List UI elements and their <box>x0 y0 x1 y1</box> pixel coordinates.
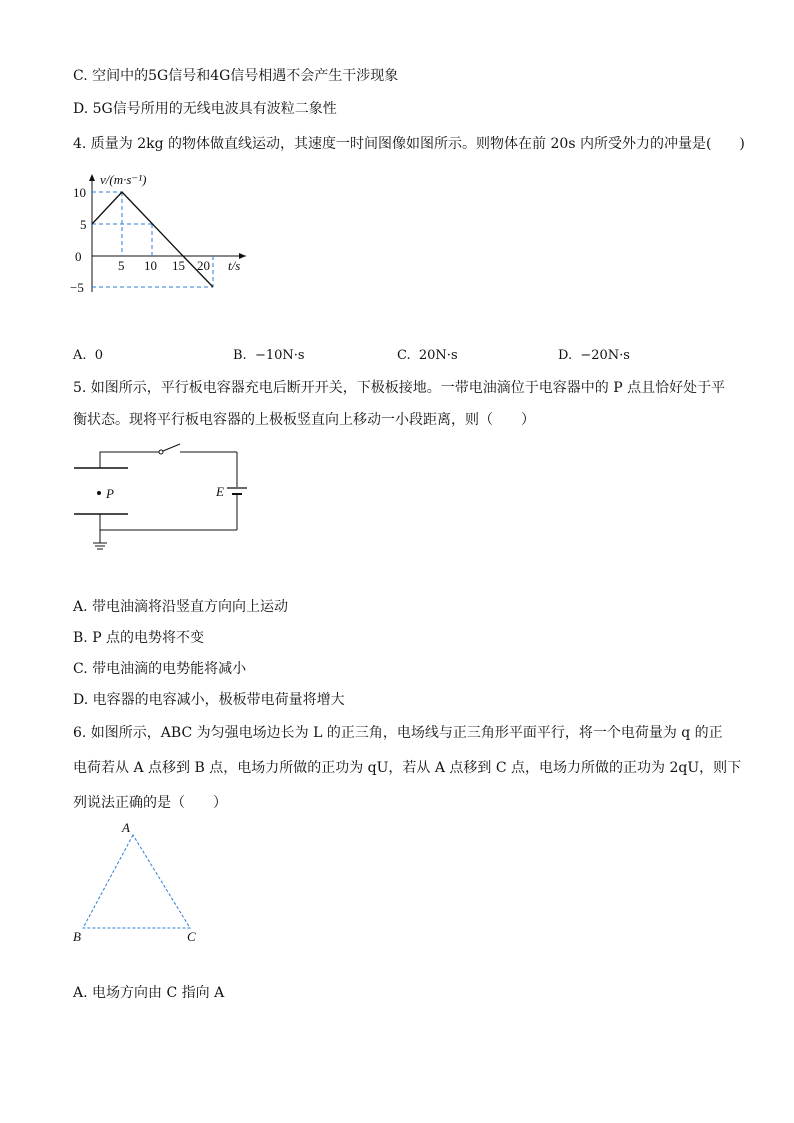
q3-option-c: C. 空间中的5G信号和4G信号相遇不会产生干涉现象 <box>73 68 399 84</box>
q4-option-b: B. −10N·s <box>233 348 305 363</box>
y-axis-label: v/(m·s⁻¹) <box>100 172 147 187</box>
q6-triangle <box>70 820 210 945</box>
q6-stem-line1: 6. 如图所示，ABC 为匀强电场边长为 L 的正三角，电场线与正三角形平面平行，将一个电荷量为 q 的正 <box>73 725 723 741</box>
q6-stem-line3: 列说法正确的是（ ） <box>73 795 227 811</box>
y-tick-5: 5 <box>80 217 87 232</box>
q6-option-a: A. 电场方向由 C 指向 A <box>73 985 225 1001</box>
vertex-c-label: C <box>187 929 196 944</box>
y-axis-arrow <box>89 174 95 181</box>
q4-option-d: D. −20N·s <box>558 348 630 363</box>
origin-label: 0 <box>75 249 82 264</box>
x-tick-15: 15 <box>172 258 185 273</box>
equilateral-triangle <box>83 835 190 928</box>
x-axis-label: t/s <box>228 258 241 273</box>
q5-stem-line2: 衡状态。现将平行板电容器的上极板竖直向上移动一小段距离，则（ ） <box>73 412 535 428</box>
q3-option-d: D. 5G信号所用的无线电波具有波粒二象性 <box>73 101 337 117</box>
q5-option-d: D. 电容器的电容减小，极板带电荷量将增大 <box>73 692 345 708</box>
battery-label: E <box>216 484 224 499</box>
point-p-dot <box>97 491 101 495</box>
vertex-b-label: B <box>73 929 81 944</box>
point-p-label: P <box>106 486 114 501</box>
q4-vt-graph <box>70 170 250 300</box>
q4-option-c: C. 20N·s <box>397 348 458 363</box>
q5-capacitor-circuit <box>70 440 250 555</box>
x-tick-20: 20 <box>197 258 210 273</box>
q4-stem: 4. 质量为 2kg 的物体做直线运动，其速度一时间图像如图所示。则物体在前 20s 内所受外力的冲量是( ) <box>73 136 745 152</box>
q5-option-b: B. P 点的电势将不变 <box>73 630 205 646</box>
switch-blade <box>163 444 180 451</box>
q5-option-c: C. 带电油滴的电势能将减小 <box>73 661 247 677</box>
q5-option-a: A. 带电油滴将沿竖直方向向上运动 <box>73 599 289 615</box>
q6-stem-line2: 电荷若从 A 点移到 B 点，电场力所做的正功为 qU，若从 A 点移到 C 点，电场力所做的正功为 2qU，则下 <box>73 760 742 776</box>
x-tick-5: 5 <box>118 258 125 273</box>
q4-option-a: A. 0 <box>73 348 104 363</box>
y-tick-10: 10 <box>73 185 86 200</box>
x-tick-10: 10 <box>144 258 157 273</box>
y-tick-neg5: −5 <box>70 280 84 295</box>
q5-stem-line1: 5. 如图所示，平行板电容器充电后断开开关，下极板接地。一带电油滴位于电容器中的 P 点且恰好处于平 <box>73 380 726 396</box>
vertex-a-label: A <box>122 820 130 835</box>
switch-pivot <box>159 450 163 454</box>
